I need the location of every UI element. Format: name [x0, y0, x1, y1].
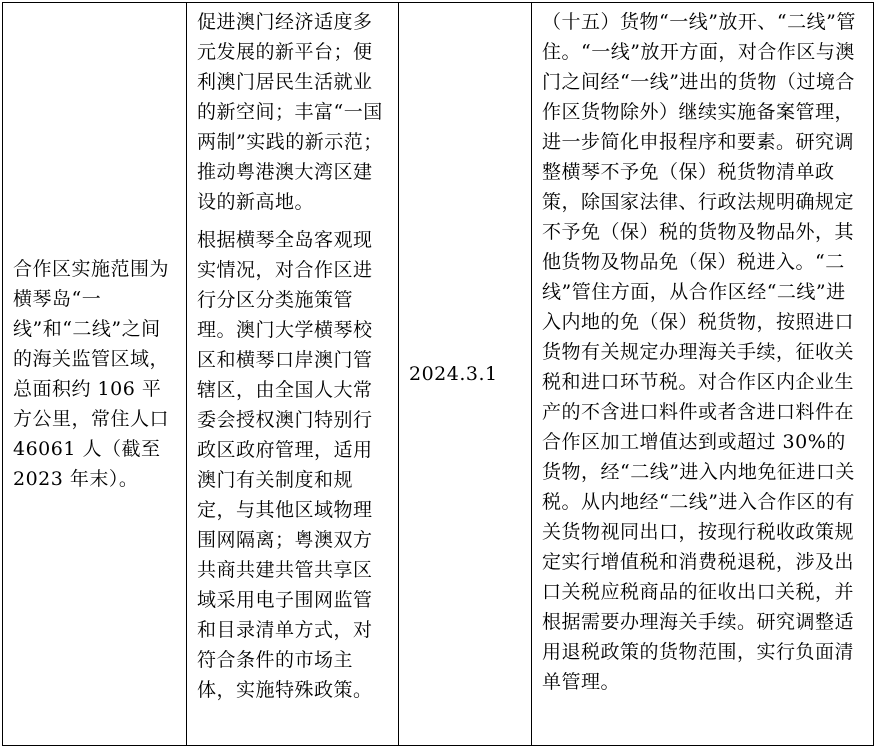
implementation-scope-text: 合作区实施范围为横琴岛“一线”和“二线”之间的海关监管区域，总面积约 106 平方公里，常住人口 46061 人（截至 2023 年末）。 — [13, 258, 170, 490]
table-row — [3, 3, 874, 746]
policy-table — [2, 2, 874, 746]
positioning-paragraph-1: 促进澳门经济适度多元发展的新平台；便利澳门居民生活就业的新空间；丰富“一国两制”实践的新示范；推动粤港澳大湾区建设的新高地。 — [197, 11, 383, 213]
implementation-scope-cell — [3, 3, 187, 746]
policy-cell — [532, 3, 874, 746]
policy-text: （十五）货物“一线”放开、“二线”管住。“一线”放开方面，对合作区与澳门之间经“一线”进出的货物（过境合作区货物除外）继续实施备案管理，进一步简化申报程序和要素。研究调整横琴不予免（保）税货物清单政策，除国家法律、行政法规明确规定不予免（保）税的货物及物品外，其他货物及物品免（保）税进入。“二线”管住方面，从合作区经“二线”进入内地的免（保）税货物，按照进口货物有关规定办理海关手续，征收关税和进口环节税。对合作区内企业生产的不含进口料件或者含进口料件在合作区加工增值达到或超过 30%的货物，经“二线”进入内地免征进口关税。从内地经“二线”进入合作区的有关货物视同出口，按现行税收政策规定实行增值税和消费税退税，涉及出口关税应税商品的征收出口关税，并根据需要办理海关手续。研究调整适用退税政策的货物范围，实行负面清单管理。 — [542, 11, 856, 693]
date-cell — [399, 3, 532, 746]
positioning-cell — [187, 3, 399, 746]
date-text: 2024.3.1 — [409, 363, 498, 385]
positioning-paragraph-2: 根据横琴全岛客观现实情况，对合作区进行分区分类施策管理。澳门大学横琴校区和横琴口岸澳门管辖区，由全国人大常委会授权澳门特别行政区政府管理，适用澳门有关制度和规定，与其他区域物理围网隔离；粤澳双方共商共建共管共享区域采用电子围网监管和目录清单方式，对符合条件的市场主体，实施特殊政策。 — [197, 229, 373, 701]
